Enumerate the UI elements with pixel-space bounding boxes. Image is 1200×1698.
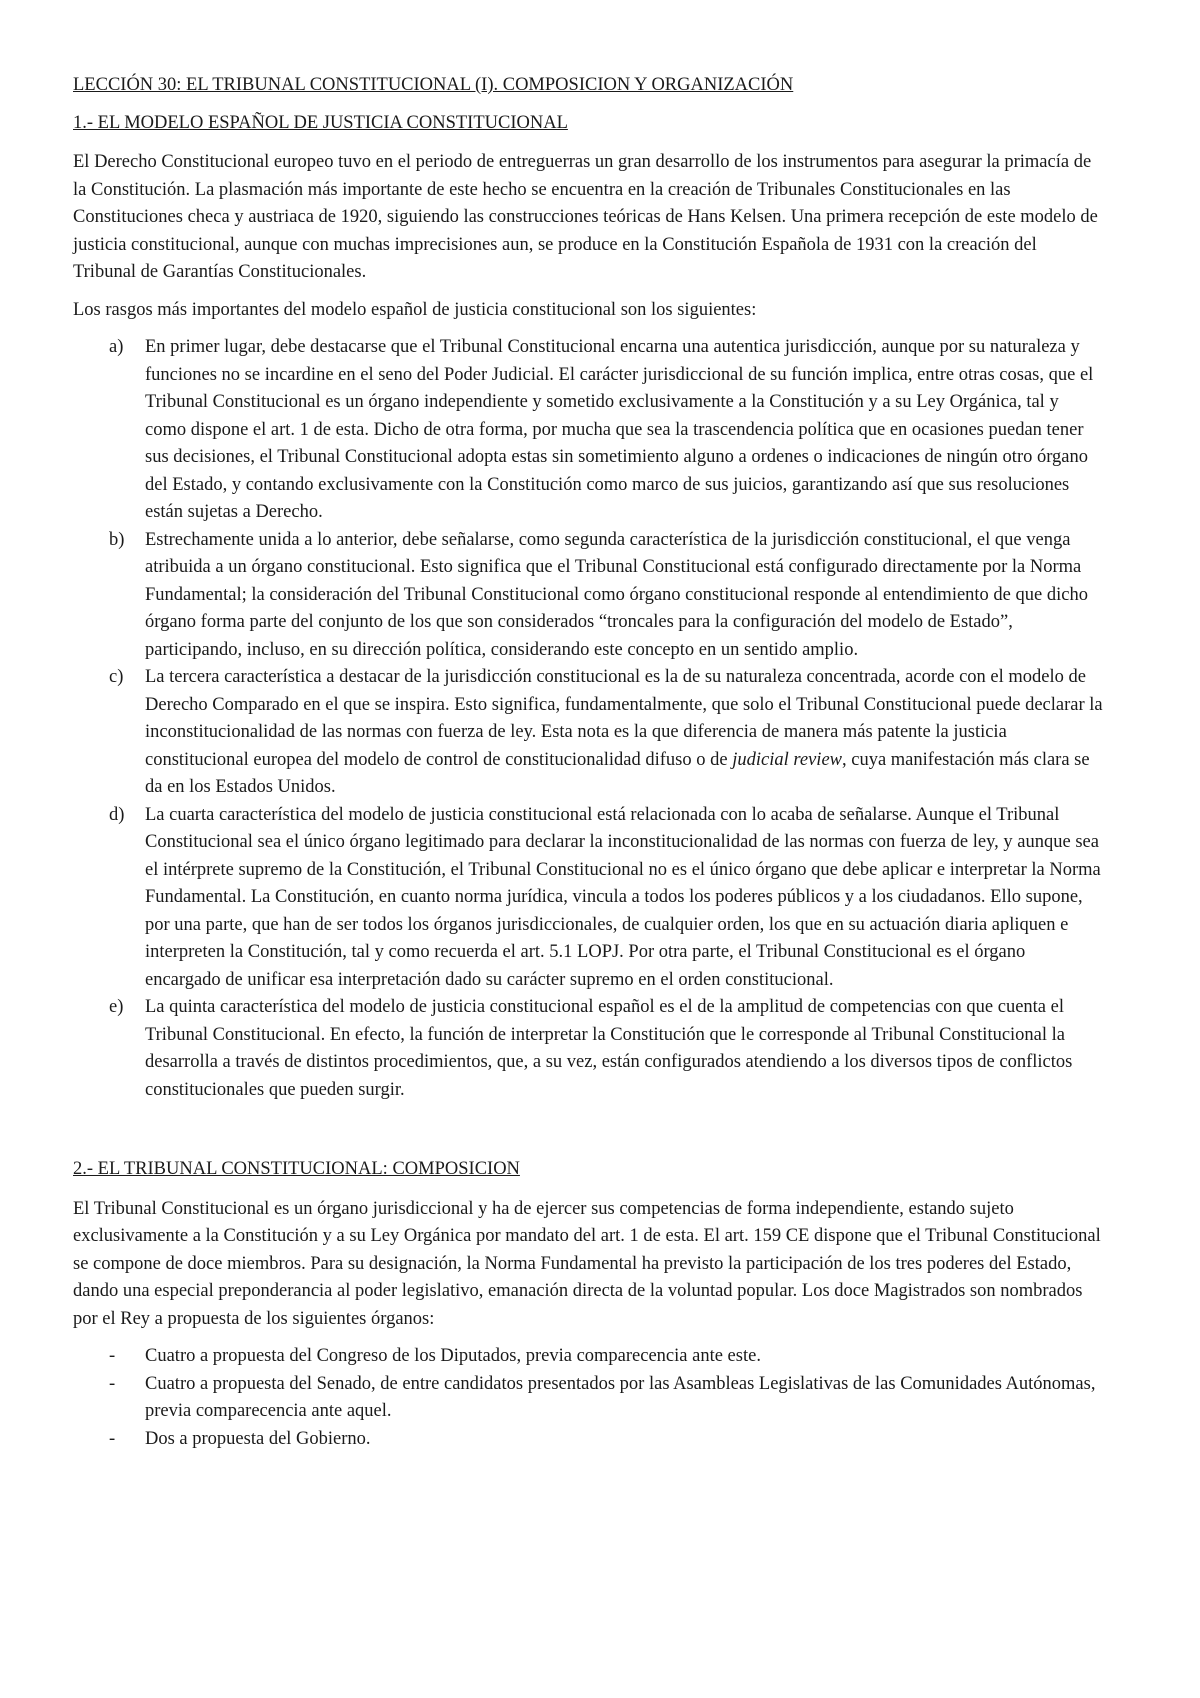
list-item-c — [73, 664, 1103, 802]
list-marker: - — [109, 1428, 116, 1449]
list-item-d — [73, 802, 1103, 995]
list-item — [73, 1371, 1103, 1426]
list-item-text: La quinta característica del modelo de justicia constitucional español es el de la amplitud de competencias con que cuenta el Tribunal Constitucional. En efecto, la función de interpretar la Constitución que le corresponde al Tribunal Constitucional la desarrolla a través de distintos procedimientos, que, a su vez, están configurados atendiendo a los diversos tipos de conflictos constitucionales que pueden surgir. — [145, 997, 1073, 1100]
list-item-e — [73, 994, 1103, 1104]
list-item-a — [73, 334, 1103, 527]
list-marker: - — [109, 1373, 116, 1394]
lesson-title: LECCIÓN 30: EL TRIBUNAL CONSTITUCIONAL (I). COMPOSICION Y ORGANIZACIÓN — [73, 75, 794, 95]
list-item-italic-term: judicial review — [732, 749, 842, 770]
list-item-text: La cuarta característica del modelo de justicia constitucional está relacionada con lo acaba de señalarse. Aunque el Tribunal Constitucional sea el único órgano legitimado para declarar la inconstitucionalidad de las normas con fuerza de ley, y aunque sea el intérprete supremo de la Constitución, el Tribunal Constitucional no es el único órgano que debe aplicar e interpretar la Norma Fundamental. La Constitución, en cuanto norma jurídica, vincula a todos los poderes públicos y a los ciudadanos. Ello supone, por una parte, que han de ser todos los órganos jurisdiccionales, de cualquier orden, los que en su actuación diaria apliquen e interpreten la Constitución, tal y como recuerda el art. 5.1 LOPJ. Por otra parte, el Tribunal Constitucional es el órgano encargado de unificar esa interpretación dado su carácter supremo en el orden constitucional. — [145, 804, 1101, 990]
list-item-text-before: La tercera característica a destacar de la jurisdicción constitucional es la de su naturaleza concentrada, acorde con el modelo de Derecho Comparado en el que se inspira. Esto significa, fundamentalmente, que solo el Tribunal Constitucional puede declarar la inconstitucionalidad de las normas con fuerza de ley. Esta nota es la que diferencia de manera más patente la justicia constitucional europea del modelo de control de constitucionalidad difuso o de — [145, 667, 1103, 770]
section-2-heading: 2.- EL TRIBUNAL CONSTITUCIONAL: COMPOSICION — [73, 1159, 520, 1179]
list-item — [73, 1426, 1103, 1454]
section-spacer — [73, 1104, 1103, 1156]
list-marker: - — [109, 1346, 116, 1366]
list-item-b — [73, 527, 1103, 665]
section-1-intro-paragraph: El Derecho Constitucional europeo tuvo en el periodo de entreguerras un gran desarrollo de los instrumentos para asegurar la primacía de la Constitución. La plasmación más importante de este hecho se encuentra en la creación de Tribunales Constitucionales en las Constituciones checa y austriaca de 1920, siguiendo las construcciones teóricas de Hans Kelsen. Una primera recepción de este modelo de justicia constitucional, aunque con muchas imprecisiones aun, se produce en la Constitución Española de 1931 con la creación del Tribunal de Garantías Constitucionales. — [73, 152, 1098, 282]
section-1-heading: 1.- EL MODELO ESPAÑOL DE JUSTICIA CONSTITUCIONAL — [73, 112, 568, 133]
list-item-text: Dos a propuesta del Gobierno. — [145, 1428, 371, 1449]
list-marker: b) — [109, 529, 125, 550]
list-marker: c) — [109, 667, 124, 687]
section-1-lead-paragraph: Los rasgos más importantes del modelo español de justicia constitucional son los siguientes: — [73, 299, 757, 320]
appointment-list — [73, 1343, 1103, 1453]
list-marker: a) — [109, 337, 124, 357]
list-item-text: Estrechamente unida a lo anterior, debe señalarse, como segunda característica de la jurisdicción constitucional, el que venga atribuida a un órgano constitucional. Esto significa que el Tribunal Constitucional está configurado directamente por la Norma Fundamental; la consideración del Tribunal Constitucional como órgano constitucional responde al entendimiento de que dicho órgano forma parte del conjunto de los que son considerados “troncales para la configuración del modelo de Estado”, participando, incluso, en su dirección política, considerando este concepto en un sentido amplio. — [145, 529, 1088, 660]
list-item-text: Cuatro a propuesta del Congreso de los Diputados, previa comparecencia ante este. — [145, 1346, 761, 1366]
list-item-text: En primer lugar, debe destacarse que el Tribunal Constitucional encarna una autentica jurisdicción, aunque por su naturaleza y funciones no se incardine en el seno del Poder Judicial. El carácter jurisdiccional de su función implica, entre otras cosas, que el Tribunal Constitucional es un órgano independiente y sometido exclusivamente a la Constitución y a su Ley Orgánica, tal y como dispone el art. 1 de esta. Dicho de otra forma, por mucha que sea la trascendencia política que en ocasiones puedan tener sus decisiones, el Tribunal Constitucional adopta estas sin sometimiento alguno a ordenes o indicaciones de ningún otro órgano del Estado, y contando exclusivamente con la Constitución como marco de sus juicios, garantizando así que sus resoluciones están sujetas a Derecho. — [145, 337, 1094, 522]
list-item — [73, 1343, 1103, 1371]
document-page — [73, 72, 1103, 1453]
list-marker: d) — [109, 804, 125, 825]
characteristics-list — [73, 334, 1103, 1104]
section-2-intro-paragraph: El Tribunal Constitucional es un órgano jurisdiccional y ha de ejercer sus competencias de forma independiente, estando sujeto exclusivamente a la Constitución y a su Ley Orgánica por mandato del art. 1 de esta. El art. 159 CE dispone que el Tribunal Constitucional se compone de doce miembros. Para su designación, la Norma Fundamental ha previsto la participación de los tres poderes del Estado, dando una especial preponderancia al poder legislativo, emanación directa de la voluntad popular. Los doce Magistrados son nombrados por el Rey a propuesta de los siguientes órganos: — [73, 1198, 1101, 1329]
list-marker: e) — [109, 997, 124, 1017]
list-item-text: Cuatro a propuesta del Senado, de entre candidatos presentados por las Asambleas Legislativas de las Comunidades Autónomas, previa comparecencia ante aquel. — [145, 1373, 1096, 1421]
list-item-text-after: , cuya manifestación más clara se da en los Estados Unidos. — [145, 749, 1090, 797]
